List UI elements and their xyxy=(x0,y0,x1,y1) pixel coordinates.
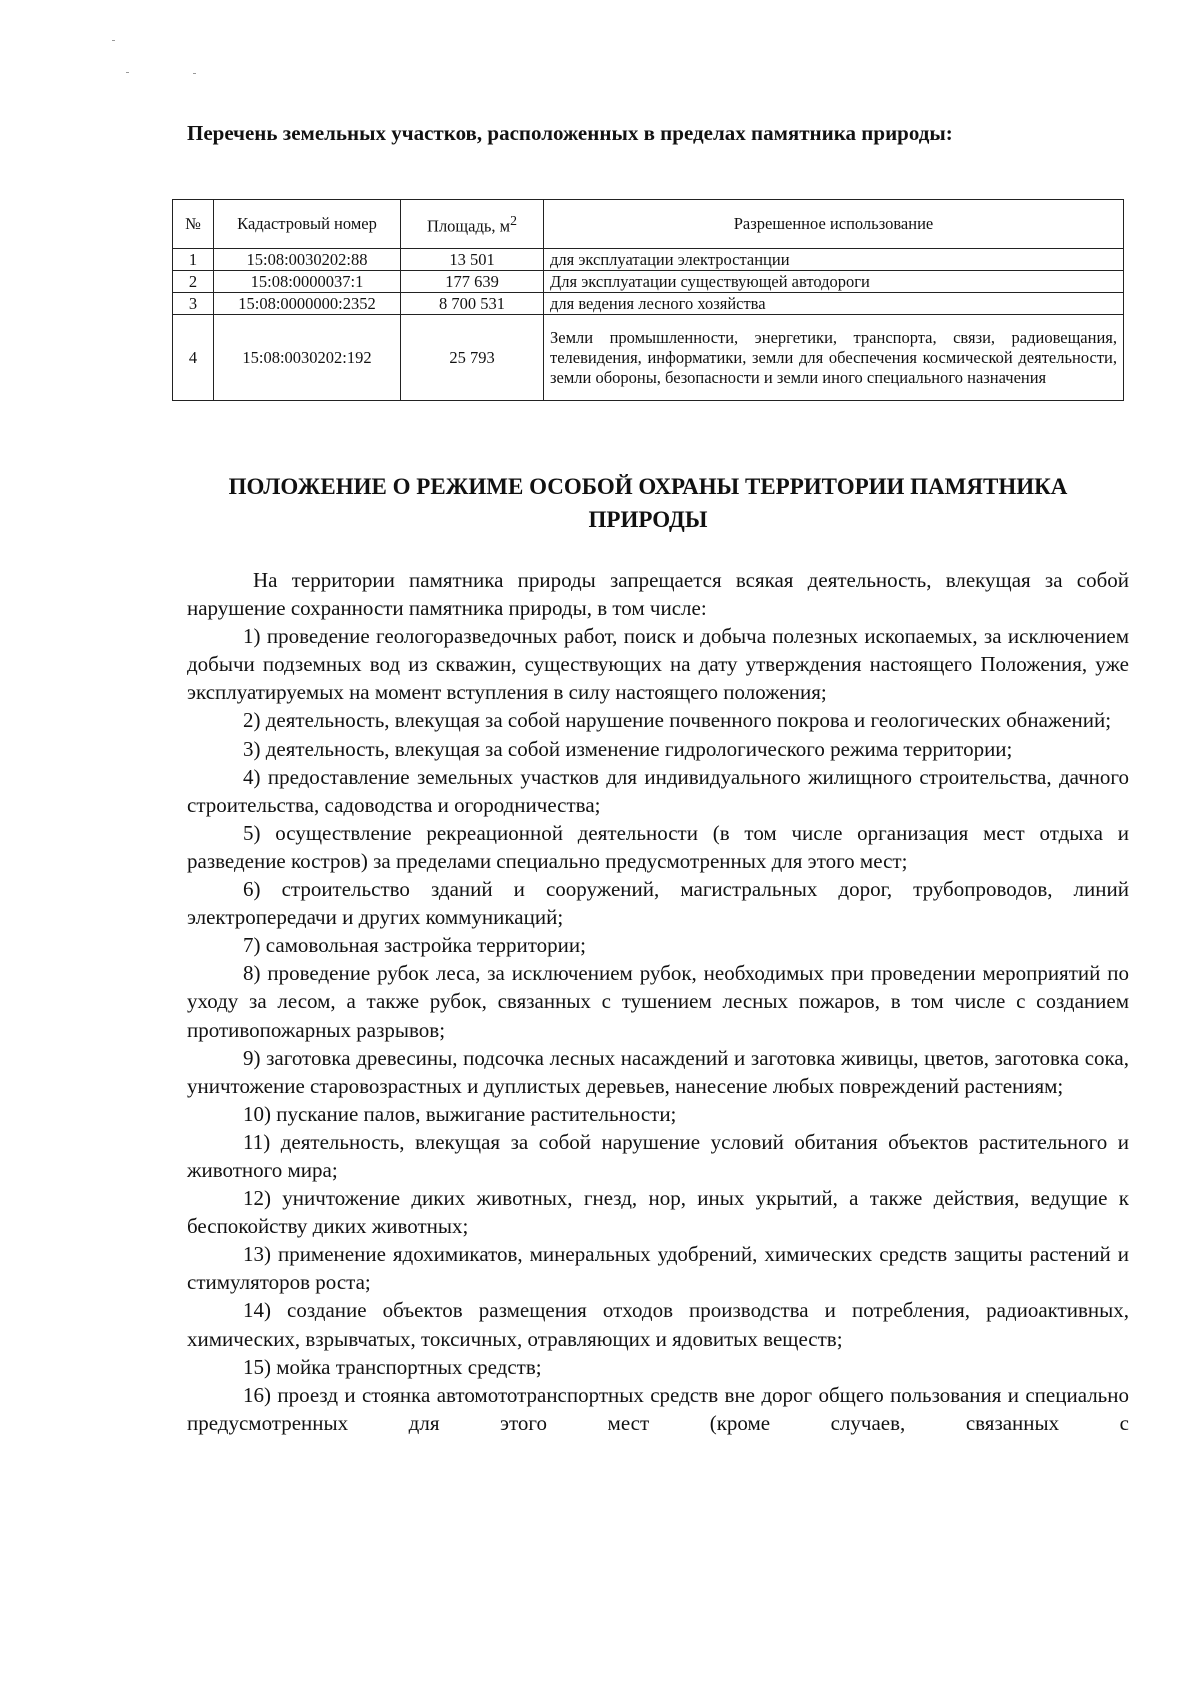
header-num: № xyxy=(173,200,214,249)
list-item: 16) проезд и стоянка автомототранспортных средств вне дорог общего пользования и специально предусмотренных для этого мест (кроме случаев, связанных с xyxy=(187,1382,1129,1435)
cell-num: 3 xyxy=(173,293,214,315)
scan-speck xyxy=(126,72,129,73)
table-header-row xyxy=(173,200,1124,249)
table-row xyxy=(173,293,1124,315)
list-item: 4) предоставление земельных участков для индивидуального жилищного строительства, дачного строительства, садоводства и огородничества; xyxy=(187,764,1129,817)
list-item: 6) строительство зданий и сооружений, магистральных дорог, трубопроводов, линий электропередачи и других коммуникаций; xyxy=(187,877,1129,930)
cell-num: 4 xyxy=(173,315,214,401)
cell-num: 2 xyxy=(173,271,214,293)
list-item: 12) уничтожение диких животных, гнезд, нор, иных укрытий, а также действия, ведущие к беспокойству диких животных; xyxy=(187,1186,1129,1239)
cell-cadastral: 15:08:0000037:1 xyxy=(214,271,401,293)
list-item: 3) деятельность, влекущая за собой изменение гидрологического режима территории; xyxy=(243,736,1013,761)
list-item: 14) создание объектов размещения отходов производства и потребления, радиоактивных, химических, взрывчатых, токсичных, отравляющих и ядовитых веществ; xyxy=(187,1298,1129,1351)
list-item: 2) деятельность, влекущая за собой нарушение почвенного покрова и геологических обнажений; xyxy=(243,708,1112,733)
section-title-line: ПОЛОЖЕНИЕ О РЕЖИМЕ ОСОБОЙ ОХРАНЫ ТЕРРИТОРИИ ПАМЯТНИКА xyxy=(228,474,1068,499)
parcel-table xyxy=(172,199,1124,401)
cell-use: для эксплуатации электростанции xyxy=(544,249,1124,271)
cell-use: Для эксплуатации существующей автодороги xyxy=(544,271,1124,293)
list-item: 10) пускание палов, выжигание растительности; xyxy=(243,1101,677,1126)
cell-cadastral: 15:08:0030202:88 xyxy=(214,249,401,271)
header-use: Разрешенное использование xyxy=(544,200,1124,249)
header-area-label: Площадь, м xyxy=(427,216,511,236)
parcel-list-heading: Перечень земельных участков, расположенных в пределах памятника природы: xyxy=(187,121,953,145)
cell-use: Земли промышленности, энергетики, транспорта, связи, радиовещания, телевидения, информатики, земли для обеспечения космической деятельности, земли обороны, безопасности и земли иного специального назначения xyxy=(544,315,1124,401)
list-item: 9) заготовка древесины, подсочка лесных насаждений и заготовка живицы, цветов, заготовка сока, уничтожение старовозрастных и дуплистых деревьев, нанесение любых повреждений растениям; xyxy=(187,1045,1129,1098)
list-item: 15) мойка транспортных средств; xyxy=(243,1354,542,1379)
paragraph: На территории памятника природы запрещается всякая деятельность, влекущая за собой нарушение сохранности памятника природы, в том числе: xyxy=(187,568,1129,621)
table-row xyxy=(173,249,1124,271)
regulation-body xyxy=(187,566,1129,1437)
cell-area: 25 793 xyxy=(401,315,544,401)
cell-use: для ведения лесного хозяйства xyxy=(544,293,1124,315)
table-row xyxy=(173,271,1124,293)
scan-speck xyxy=(112,40,115,41)
header-area xyxy=(401,200,544,249)
section-title-line: ПРИРОДЫ xyxy=(588,507,708,532)
cell-area: 8 700 531 xyxy=(401,293,544,315)
header-cadastral: Кадастровый номер xyxy=(214,200,401,249)
header-area-superscript: 2 xyxy=(510,213,517,229)
cell-area: 13 501 xyxy=(401,249,544,271)
cell-cadastral: 15:08:0030202:192 xyxy=(214,315,401,401)
cell-num: 1 xyxy=(173,249,214,271)
table-row xyxy=(173,315,1124,401)
list-item: 11) деятельность, влекущая за собой нарушение условий обитания объектов растительного и животного мира; xyxy=(187,1129,1129,1182)
list-item: 13) применение ядохимикатов, минеральных удобрений, химических средств защиты растений и стимуляторов роста; xyxy=(187,1242,1129,1295)
cell-area: 177 639 xyxy=(401,271,544,293)
cell-cadastral: 15:08:0000000:2352 xyxy=(214,293,401,315)
list-item: 5) осуществление рекреационной деятельности (в том числе организация мест отдыха и разведение костров) за пределами специально предусмотренных для этого мест; xyxy=(187,820,1129,873)
list-item: 8) проведение рубок леса, за исключением рубок, необходимых при проведении мероприятий по уходу за лесом, а также рубок, связанных с тушением лесных пожаров, в том числе с созданием противопожарных разрывов; xyxy=(187,961,1129,1042)
scan-speck xyxy=(193,73,196,74)
list-item: 1) проведение геологоразведочных работ, поиск и добыча полезных ископаемых, за исключением добычи подземных вод из скважин, существующих на дату утверждения настоящего Положения, уже эксплуатируемых на момент вступления в силу настоящего положения; xyxy=(187,624,1129,705)
list-item: 7) самовольная застройка территории; xyxy=(243,933,586,958)
section-title xyxy=(172,470,1124,536)
